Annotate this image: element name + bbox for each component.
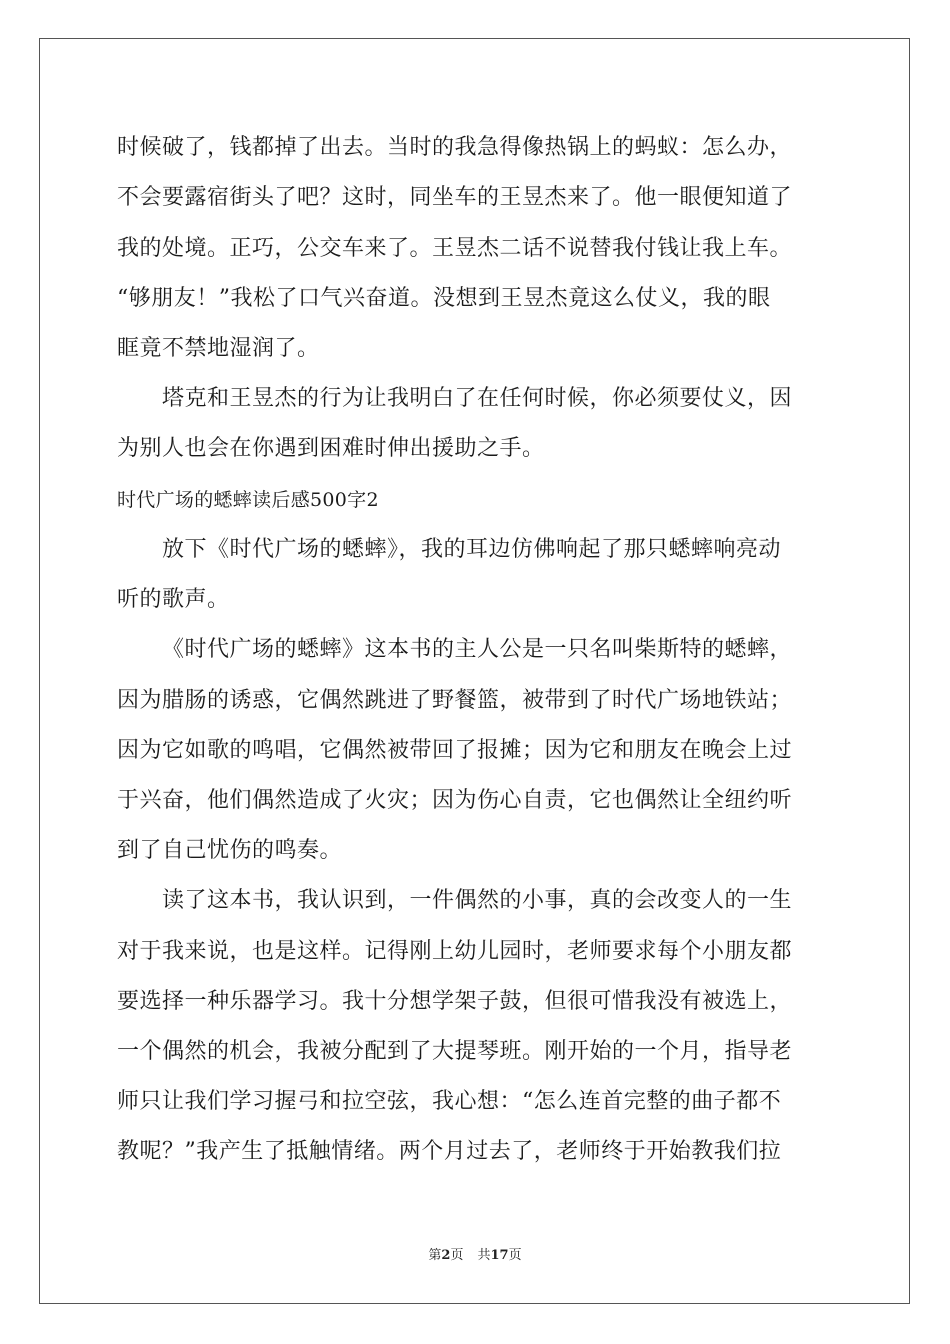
total-pages: 17	[490, 1248, 509, 1263]
text-line: 不会要露宿街头了吧？这时，同坐车的王昱杰来了。他一眼便知道了	[117, 185, 793, 210]
text-line: 我的处境。正巧，公交车来了。王昱杰二话不说替我付钱让我上车。	[117, 236, 793, 261]
text-line: 因为它如歌的鸣唱，它偶然被带回了报摊；因为它和朋友在晚会上过	[117, 738, 793, 763]
text-line: 于兴奋，他们偶然造成了火灾；因为伤心自责，它也偶然让全纽约听	[117, 788, 793, 813]
page-prefix: 第	[428, 1248, 442, 1263]
text-line: 对于我来说，也是这样。记得刚上幼儿园时，老师要求每个小朋友都	[117, 939, 793, 964]
text-line: “够朋友！”我松了口气兴奋道。没想到王昱杰竟这么仗义，我的眼	[117, 286, 771, 311]
text-line: 塔克和王昱杰的行为让我明白了在任何时候，你必须要仗义，因	[162, 386, 793, 411]
page-number: 2	[441, 1248, 451, 1263]
text-line: 读了这本书，我认识到，一件偶然的小事，真的会改变人的一生	[162, 888, 793, 913]
text-line: 为别人也会在你遇到困难时伸出援助之手。	[117, 436, 545, 461]
text-line: 要选择一种乐器学习。我十分想学架子鼓，但很可惜我没有被选上，	[117, 989, 793, 1014]
text-line: 一个偶然的机会，我被分配到了大提琴班。刚开始的一个月，指导老	[117, 1039, 793, 1064]
total-suffix: 页	[508, 1248, 522, 1263]
text-line: 教呢？”我产生了抵触情绪。两个月过去了，老师终于开始教我们拉	[117, 1139, 782, 1164]
text-line: 到了自己忧伤的鸣奏。	[117, 838, 343, 863]
text-line: 时候破了，钱都掉了出去。当时的我急得像热锅上的蚂蚁：怎么办，	[117, 135, 793, 160]
total-prefix: 共	[477, 1248, 491, 1263]
text-line: 眶竟不禁地湿润了。	[117, 336, 320, 361]
text-line: 听的歌声。	[117, 587, 230, 612]
text-line: 师只让我们学习握弓和拉空弦，我心想：“怎么连首完整的曲子都不	[117, 1089, 782, 1114]
text-line: 因为腊肠的诱惑，它偶然跳进了野餐篮，被带到了时代广场地铁站；	[117, 688, 793, 713]
page-suffix: 页	[450, 1248, 464, 1263]
text-line: 放下《时代广场的蟋蟀》，我的耳边仿佛响起了那只蟋蟀响亮动	[162, 537, 782, 562]
page-footer	[0, 1247, 950, 1265]
text-line: 《时代广场的蟋蟀》这本书的主人公是一只名叫柴斯特的蟋蟀，	[162, 637, 793, 662]
section-heading: 时代广场的蟋蟀读后感500字2	[117, 489, 379, 511]
